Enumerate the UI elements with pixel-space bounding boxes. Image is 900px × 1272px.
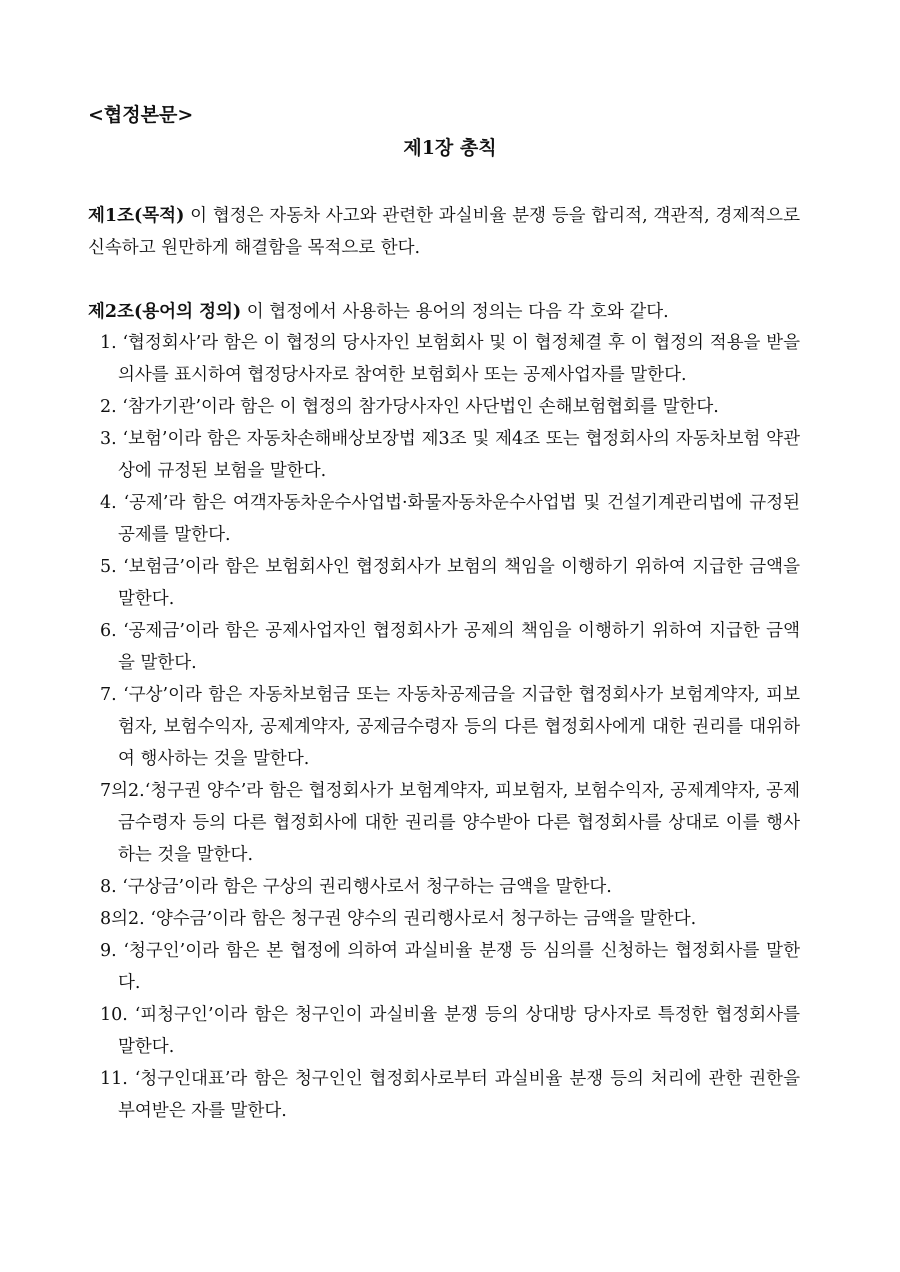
section-heading: <협정본문>	[88, 104, 194, 126]
definition-list	[100, 327, 800, 1127]
item-text: ‘청구권 양수’라 함은 협정회사가 보험계약자, 피보험자, 보험수익자, 공제계약자, 공제금수령자 등의 다른 협정회사에 대한 권리를 양수받아 다른 협정회사를 상대로 이를 행사하는 것을 말한다.	[118, 781, 800, 865]
item-text: ‘청구인대표’라 함은 청구인인 협정회사로부터 과실비율 분쟁 등의 처리에 관한 권한을 부여받은 자를 말한다.	[118, 1069, 800, 1121]
item-number: 1.	[100, 333, 123, 353]
item-number: 3.	[100, 429, 123, 449]
definition-item	[100, 615, 800, 679]
item-text: ‘공제금’이라 함은 공제사업자인 협정회사가 공제의 책임을 이행하기 위하여 지급한 금액을 말한다.	[118, 621, 800, 673]
article-2-heading: 제2조(용어의 정의)	[88, 302, 242, 322]
definition-item	[100, 871, 800, 903]
article-1	[88, 200, 800, 264]
item-text: ‘공제’라 함은 여객자동차운수사업법·화물자동차운수사업법 및 건설기계관리법에 규정된 공제를 말한다.	[118, 493, 801, 545]
item-text: ‘보험금’이라 함은 보험회사인 협정회사가 보험의 책임을 이행하기 위하여 지급한 금액을 말한다.	[118, 557, 800, 609]
item-text: ‘참가기관’이라 함은 이 협정의 참가당사자인 사단법인 손해보험협회를 말한다.	[122, 397, 719, 417]
definition-item	[100, 935, 800, 999]
item-number: 2.	[100, 397, 123, 417]
definition-item	[100, 903, 800, 935]
definition-item	[100, 327, 800, 391]
item-number: 9.	[100, 941, 124, 961]
definition-item	[100, 775, 800, 871]
item-number: 7.	[100, 685, 124, 705]
item-number: 10.	[100, 1005, 135, 1025]
item-number: 4.	[100, 493, 124, 513]
item-text: ‘청구인’이라 함은 본 협정에 의하여 과실비율 분쟁 등 심의를 신청하는 협정회사를 말한다.	[118, 941, 800, 993]
chapter-title: 제1장 총칙	[403, 137, 497, 159]
item-text: ‘협정회사’라 함은 이 협정의 당사자인 보험회사 및 이 협정체결 후 이 협정의 적용을 받을 의사를 표시하여 협정당사자로 참여한 보험회사 또는 공제사업자를 말한다.	[118, 333, 800, 385]
item-number: 7의2.	[100, 781, 145, 801]
definition-item	[100, 999, 800, 1063]
item-text: ‘양수금’이라 함은 청구권 양수의 권리행사로서 청구하는 금액을 말한다.	[150, 909, 697, 929]
article-1-heading: 제1조(목적)	[88, 206, 185, 226]
article-2-intro: 이 협정에서 사용하는 용어의 정의는 다음 각 호와 같다.	[241, 302, 669, 322]
item-text: ‘피청구인’이라 함은 청구인이 과실비율 분쟁 등의 상대방 당사자로 특정한 협정회사를 말한다.	[118, 1005, 800, 1057]
item-number: 6.	[100, 621, 124, 641]
item-text: ‘보험’이라 함은 자동차손해배상보장법 제3조 및 제4조 또는 협정회사의 자동차보험 약관상에 규정된 보험을 말한다.	[118, 429, 800, 481]
definition-item	[100, 391, 800, 423]
item-number: 11.	[100, 1069, 135, 1089]
item-number: 8.	[100, 877, 123, 897]
definition-item	[100, 487, 800, 551]
definition-item	[100, 1063, 800, 1127]
definition-item	[100, 551, 800, 615]
item-text: ‘구상’이라 함은 자동차보험금 또는 자동차공제금을 지급한 협정회사가 보험계약자, 피보험자, 보험수익자, 공제계약자, 공제금수령자 등의 다른 협정회사에게 대한 권리를 대위하여 행사하는 것을 말한다.	[118, 685, 800, 769]
definition-item	[100, 679, 800, 775]
definition-item	[100, 423, 800, 487]
item-number: 8의2.	[100, 909, 151, 929]
item-number: 5.	[100, 557, 124, 577]
article-1-body: 이 협정은 자동차 사고와 관련한 과실비율 분쟁 등을 합리적, 객관적, 경제적으로 신속하고 원만하게 해결함을 목적으로 한다.	[88, 206, 800, 258]
item-text: ‘구상금’이라 함은 구상의 권리행사로서 청구하는 금액을 말한다.	[122, 877, 612, 897]
article-2	[88, 296, 800, 328]
